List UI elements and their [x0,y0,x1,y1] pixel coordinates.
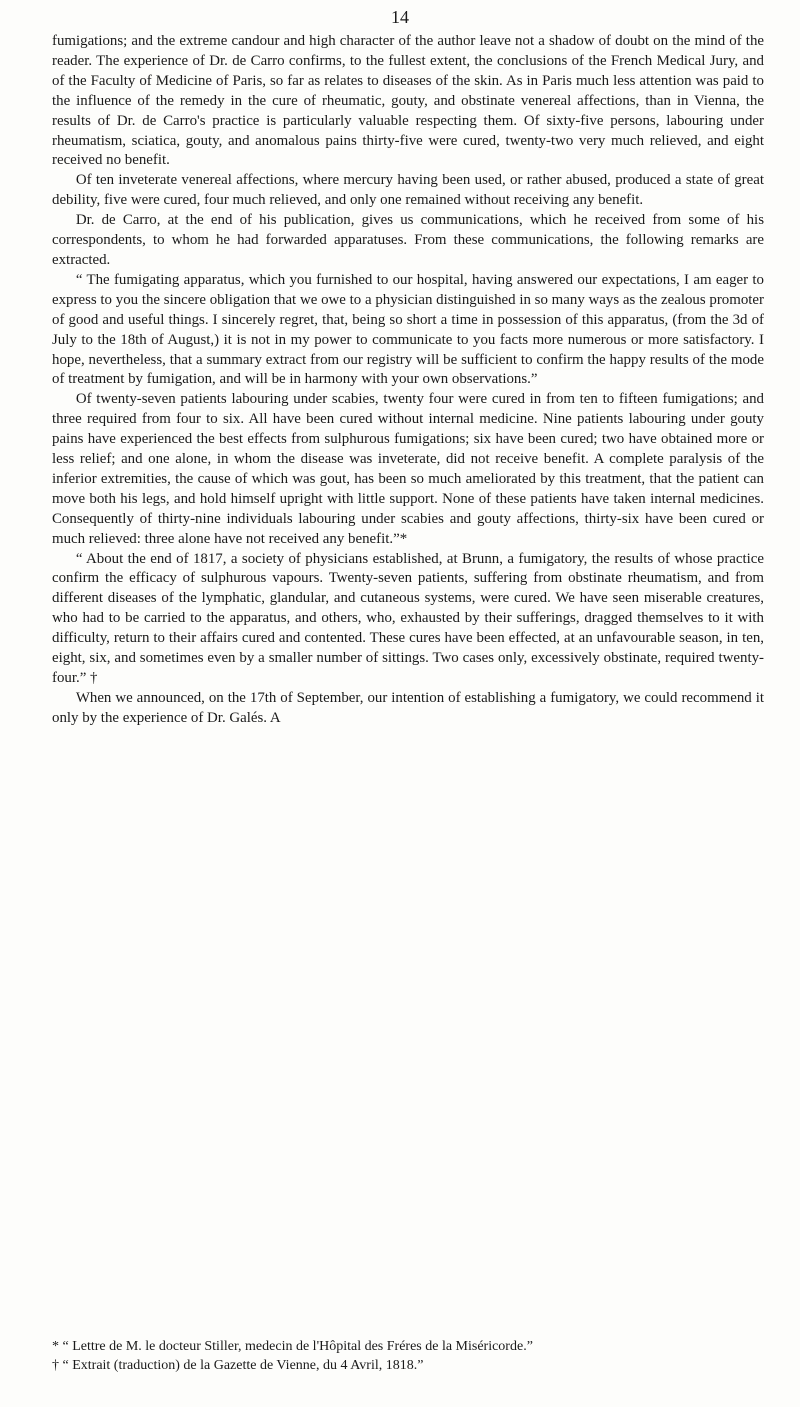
page-number: 14 [391,7,409,27]
footnotes [52,1337,764,1375]
paragraph-venereal-affections: Of ten inveterate venereal affections, where mercury having been used, or rather abused, produced a state of great debility, five were cured, four much relieved, and only one remained without receiving any benefit. [52,172,764,209]
paragraph-brunn-society: “ About the end of 1817, a society of physicians established, at Brunn, a fumigatory, the results of whose practice confirm the efficacy of sulphurous vapours. Twenty-seven patients, suffering from obstinate rheumatism, and from different diseases of the lymphatic, glandular, and cutaneous systems, were cured. We have seen miserable creatures, who had to be carried to the apparatus, and others, who, exhausted by their sufferings, dragged themselves to it with difficulty, return to their affairs cured and contented. These cures have been effected, at an unfavourable season, in ten, eight, six, and sometimes even by a smaller number of sittings. Two cases only, excessively obstinate, required twenty-four.” † [52,550,764,686]
paragraph-fumigation-results: fumigations; and the extreme candour and high character of the author leave not a shadow of doubt on the mind of the reader. The experience of Dr. de Carro confirms, to the fullest extent, the conclusions of the French Medical Jury, and of the Faculty of Medicine of Paris, so far as relates to diseases of the skin. As in Paris much less attention was paid to the influence of the remedy in the cure of rheumatic, gouty, and obstinate venereal affections, than in Vienna, the results of Dr. de Carro's practice is particularly valuable respecting them. Of sixty-five persons, labouring under rheumatism, sciatica, gouty, and anomalous pains thirty-five were cured, twenty-two very much relieved, and eight received no benefit. [52,33,764,169]
paragraph-hospital-letter: “ The fumigating apparatus, which you furnished to our hospital, having answered our expectations, I am eager to express to you the sincere obligation that we owe to a physician distinguished in so many ways as the zealous promoter of good and useful things. I sincerely regret, that, being so short a time in possession of this apparatus, (from the 3d of July to the 18th of August,) it is not in my power to communicate to you facts more numerous or more satisfactory. I hope, nevertheless, that a summary extract from our registry will be sufficient to confirm the happy results of the mode of treatment by fumigation, and will be in harmony with your own observations.” [52,271,764,388]
footnote-stiller-letter: * “ Lettre de M. le docteur Stiller, medecin de l'Hôpital des Fréres de la Miséricorde.” [52,1339,533,1354]
paragraph-correspondents: Dr. de Carro, at the end of his publication, gives us communications, which he received from some of his correspondents, to whom he had forwarded apparatuses. From these communications, the following remarks are extracted. [52,212,764,268]
paragraph-scabies-gout-cases: Of twenty-seven patients labouring under scabies, twenty four were cured in from ten to fifteen fumigations; and three required from four to six. All have been cured without internal medicine. Nine patients labouring under gouty pains have experienced the best effects from sulphurous fumigations; six have been cured; two have obtained more or less relief; and one alone, in whom the disease was inveterate, did not receive benefit. A complete paralysis of the inferior extremities, the cause of which was gout, has been so much ameliorated by this treatment, that the patient can move both his legs, and hold himself upright with little support. None of these patients have taken internal medicines. Consequently of thirty-nine individuals labouring under scabies and gouty affections, thirty-six have been cured or much relieved: three alone have not received any benefit.”* [52,391,764,547]
body-text [52,32,764,729]
footnote-vienna-gazette: † “ Extrait (traduction) de la Gazette de Vienne, du 4 Avril, 1818.” [52,1358,424,1373]
paragraph-fumigatory-announcement: When we announced, on the 17th of September, our intention of establishing a fumigatory, we could recommend it only by the experience of Dr. Galés. A [52,689,764,726]
